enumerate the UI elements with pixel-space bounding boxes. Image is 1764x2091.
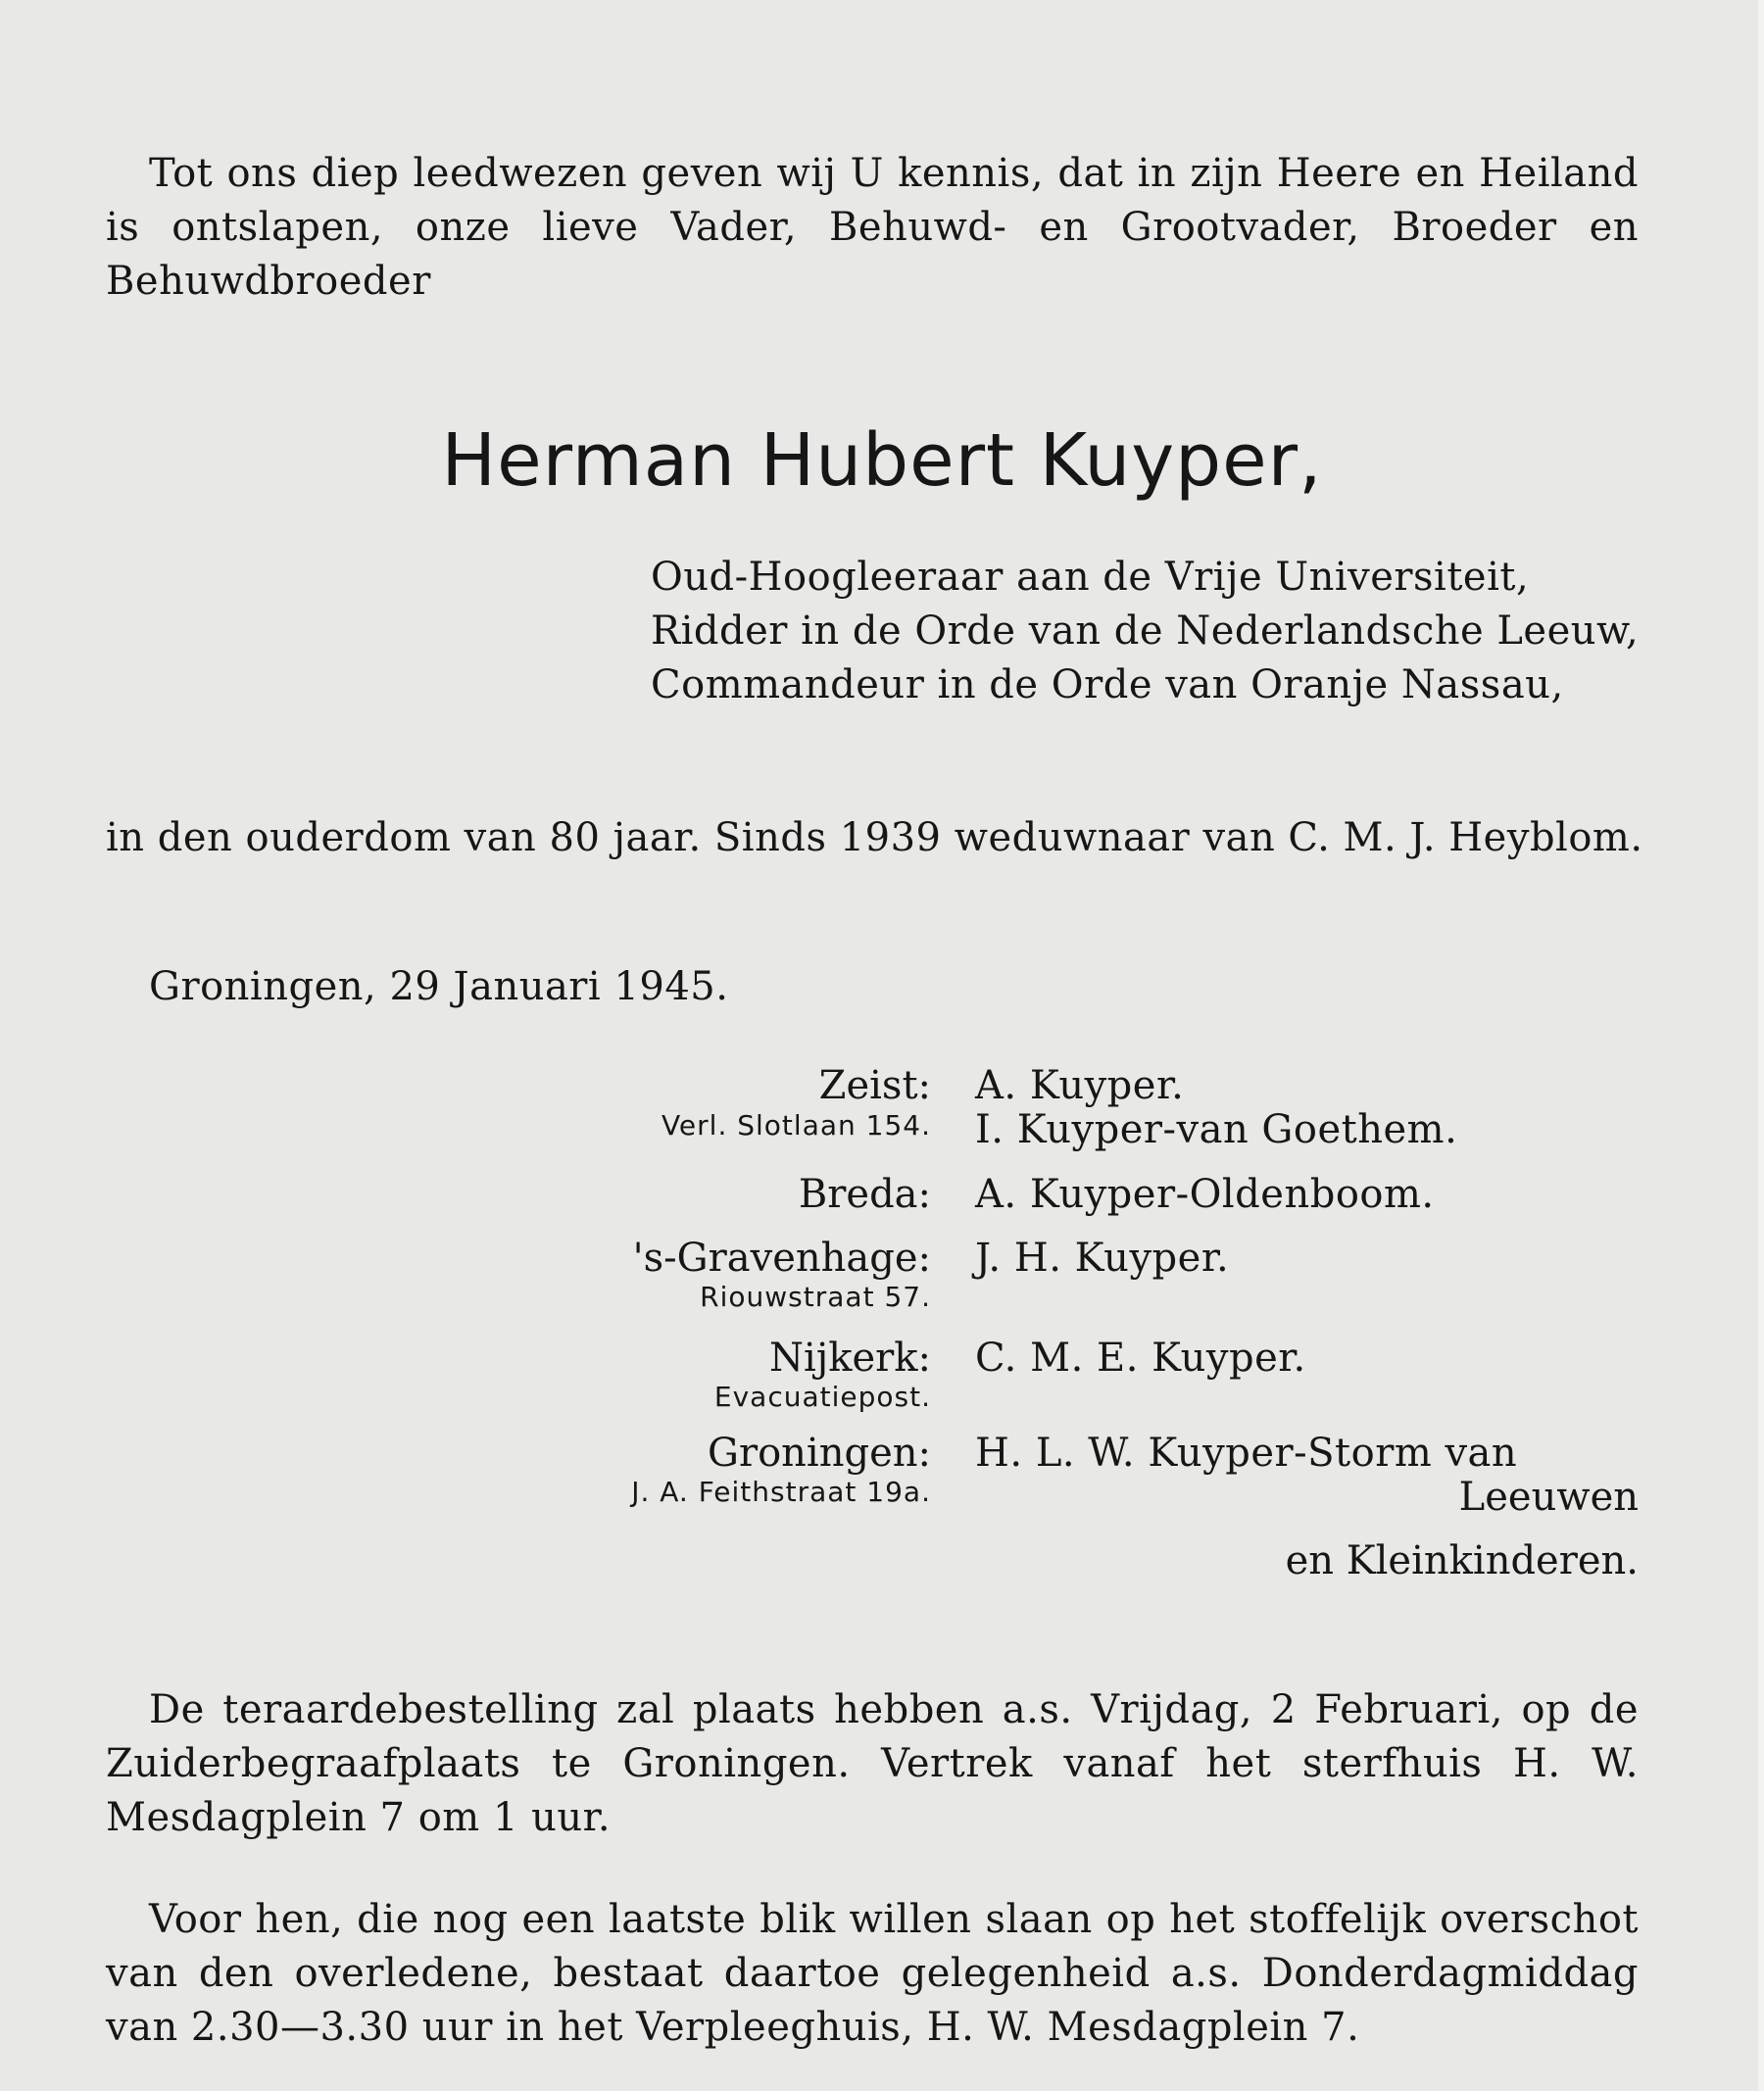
title-line: Commandeur in de Orde van Oranje Nassau, <box>651 662 1564 707</box>
family-place: Nijkerk: <box>769 1336 931 1381</box>
place-date: Groningen, 29 Januari 1945. <box>149 964 729 1009</box>
family-person: H. L. W. Kuyper-Storm van <box>975 1431 1518 1476</box>
viewing-text: Voor hen, die nog een laatste blik willen slaan op het stoffelijk overschot van den overledene, bestaat daartoe gelegenheid a.s. Donderdagmiddag van 2.30—3.30 uur in het Verpleeghuis, H. W. Mesdagplein 7. <box>106 1897 1639 2050</box>
funeral-paragraph <box>106 1683 1639 1845</box>
title-line: Ridder in de Orde van de Nederlandsche Leeuw, <box>651 608 1640 654</box>
family-address: Verl. Slotlaan 154. <box>661 1109 931 1142</box>
grandchildren-line: en Kleinkinderen. <box>1285 1538 1639 1583</box>
family-person: I. Kuyper-van Goethem. <box>975 1107 1458 1152</box>
family-place: Zeist: <box>818 1063 931 1108</box>
intro-text: Tot ons diep leedwezen geven wij U kennis, dat in zijn Heere en Heiland is ontslapen, onze lieve Vader, Behuwd- en Grootvader, Broeder en Behuwdbroeder <box>106 151 1639 304</box>
family-person: A. Kuyper. <box>975 1063 1185 1108</box>
family-place: Breda: <box>798 1172 931 1217</box>
family-place: Groningen: <box>708 1431 931 1476</box>
family-person-continuation: Leeuwen <box>1458 1475 1639 1520</box>
page-edge <box>1758 0 1764 2091</box>
age-line: in den ouderdom van 80 jaar. Sinds 1939 weduwnaar van C. M. J. Heyblom. <box>106 815 1643 860</box>
deceased-titles <box>651 551 1641 712</box>
family-address: Evacuatiepost. <box>713 1381 931 1413</box>
viewing-paragraph <box>106 1893 1639 2055</box>
deceased-name: Herman Hubert Kuyper, <box>441 418 1323 503</box>
family-address: J. A. Feithstraat 19a. <box>631 1476 931 1508</box>
family-person: J. H. Kuyper. <box>975 1236 1230 1281</box>
intro-paragraph <box>106 147 1639 309</box>
funeral-text: De teraardebestelling zal plaats hebben a.s. Vrijdag, 2 Februari, op de Zuiderbegraafplaats te Groningen. Vertrek vanaf het sterfhuis H. W. Mesdagplein 7 om 1 uur. <box>106 1687 1639 1840</box>
family-place: 's-Gravenhage: <box>632 1236 931 1281</box>
family-person: C. M. E. Kuyper. <box>975 1336 1306 1381</box>
title-line: Oud-Hoogleeraar aan de Vrije Universiteit, <box>651 555 1530 600</box>
family-address: Riouwstraat 57. <box>700 1281 931 1313</box>
family-person: A. Kuyper-Oldenboom. <box>975 1172 1435 1217</box>
